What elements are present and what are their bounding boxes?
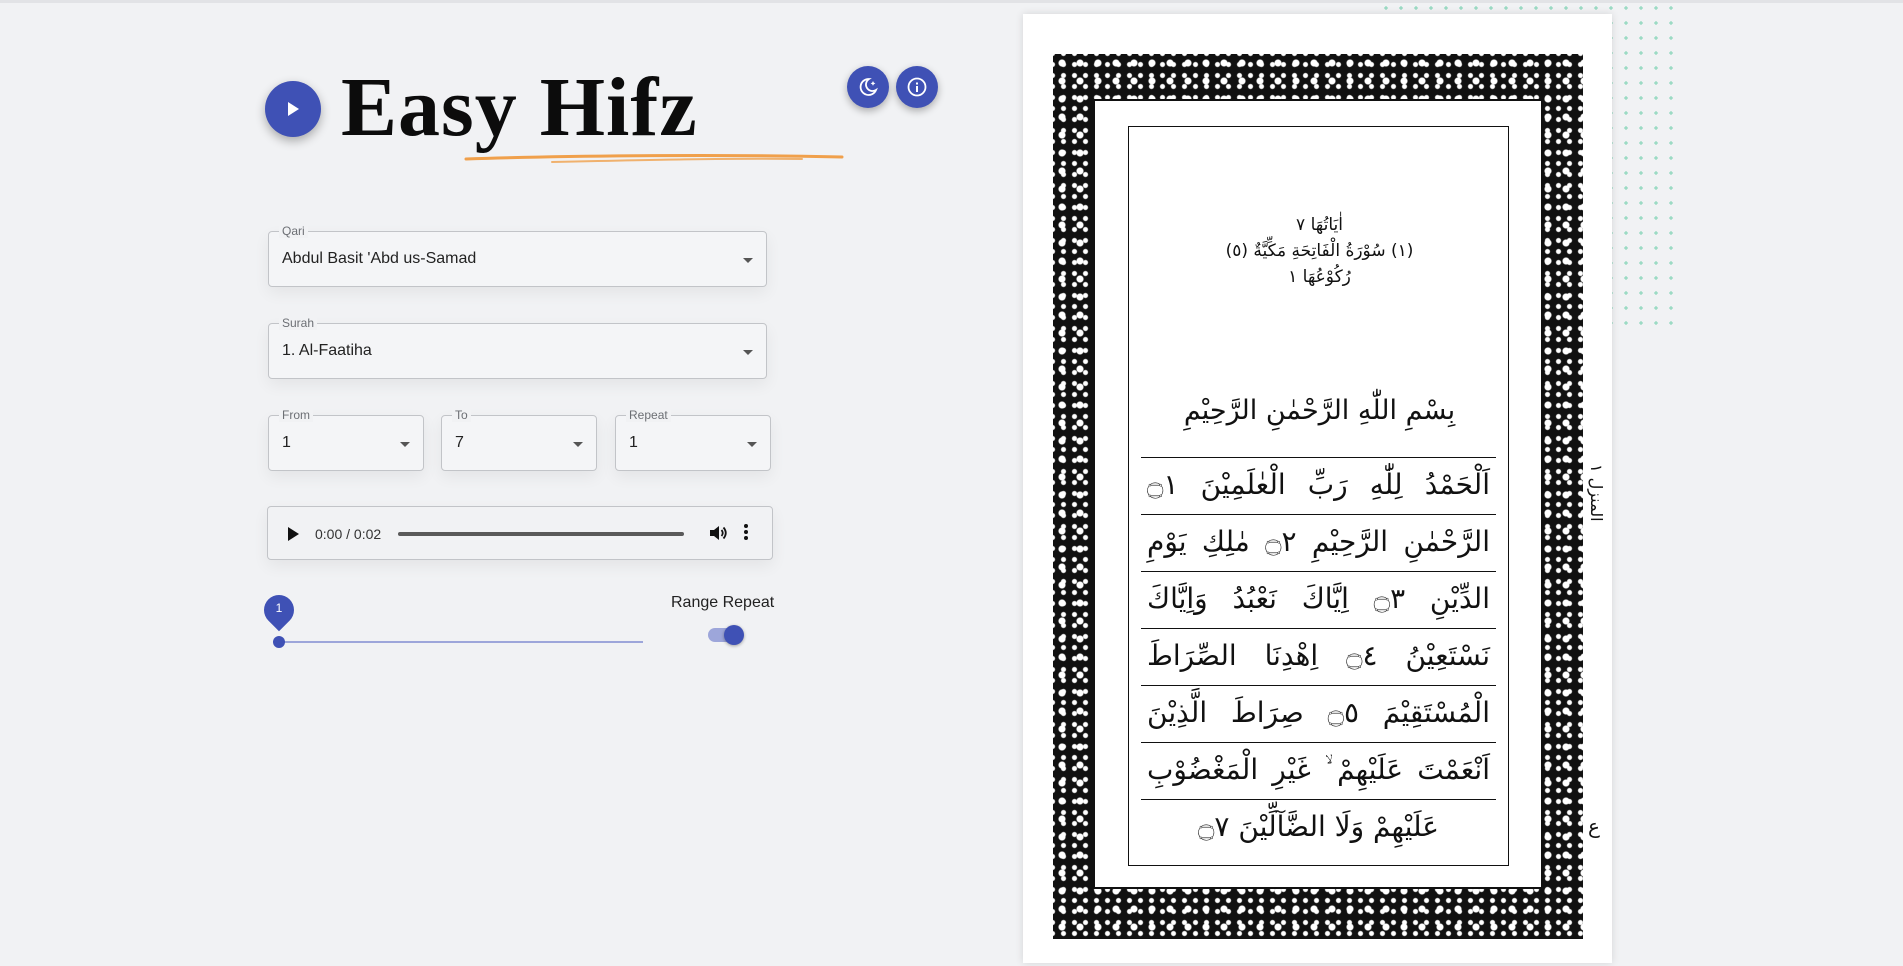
surah-header [1129, 212, 1510, 290]
verse-line: عَلَيْهِمْ وَلَا الضَّآلِّيْنَ ۝٧ [1141, 799, 1496, 856]
qari-select[interactable] [268, 224, 767, 287]
from-select[interactable] [268, 408, 424, 471]
chevron-down-icon [743, 258, 753, 263]
to-value: 7 [455, 434, 464, 451]
play-button[interactable] [265, 81, 321, 137]
ruku-count: رُكُوْعُهَا ١ [1288, 267, 1351, 287]
range-repeat-label: Range Repeat [671, 594, 775, 611]
verse-line: اَلْحَمْدُ لِلّٰهِ رَبِّ الْعٰلَمِيْنَ ۝١ [1141, 457, 1496, 514]
audio-time: 0:00 / 0:02 [315, 526, 382, 542]
surah-select-wrap [268, 316, 767, 379]
verse-line: نَسْتَعِيْنُ ۝٤ اِهْدِنَا الصِّرَاطَ [1141, 628, 1496, 685]
audio-progress-track[interactable] [398, 532, 684, 536]
top-border [0, 0, 1903, 3]
repeat-select-wrap [615, 408, 771, 471]
page-text-area [1128, 126, 1509, 866]
to-select[interactable] [441, 408, 597, 471]
from-value: 1 [282, 434, 291, 451]
verse-lines [1141, 457, 1496, 856]
from-select-wrap [268, 408, 424, 471]
verse-line: اَنْعَمْتَ عَلَيْهِمْ ۙ غَيْرِ الْمَغْضُوْبِ [1141, 742, 1496, 799]
verse-slider-thumb[interactable] [273, 636, 285, 648]
ruku-marker: ع [1588, 814, 1600, 838]
chevron-down-icon [400, 442, 410, 447]
verse-line: الدِّيْنِ ۝٣ اِيَّاكَ نَعْبُدُ وَاِيَّاكَ [1141, 571, 1496, 628]
qari-value: Abdul Basit 'Abd us-Samad [282, 250, 477, 267]
qari-select-wrap [268, 224, 767, 287]
to-label: To [452, 408, 471, 422]
verse-line: الرَّحْمٰنِ الرَّحِيْمِ ۝٢ مٰلِكِ يَوْمِ [1141, 514, 1496, 571]
app-title: Easy Hifz [341, 61, 698, 154]
quran-page [1023, 14, 1612, 963]
audio-player [267, 506, 773, 560]
repeat-select[interactable] [615, 408, 771, 471]
repeat-value: 1 [629, 434, 638, 451]
ayat-count: اٰيَاتُهَا ٧ [1296, 215, 1343, 235]
to-select-wrap [441, 408, 597, 471]
qari-label: Qari [279, 224, 308, 238]
info-icon [906, 76, 928, 98]
surah-value: 1. Al-Faatiha [282, 342, 372, 359]
manzil-marker: المنزل ١ [1587, 464, 1606, 522]
bismillah: بِسْمِ اللّٰهِ الرَّحْمٰنِ الرَّحِيْمِ [1183, 395, 1456, 426]
repeat-label: Repeat [626, 408, 671, 422]
volume-icon[interactable] [708, 523, 728, 543]
surah-label: Surah [279, 316, 317, 330]
info-button[interactable] [896, 66, 938, 108]
play-icon [286, 101, 300, 117]
from-label: From [279, 408, 313, 422]
chevron-down-icon [573, 442, 583, 447]
slider-value: 1 [275, 601, 283, 615]
title-underline [462, 152, 846, 168]
moon-icon [857, 76, 879, 98]
chevron-down-icon [743, 350, 753, 355]
chevron-down-icon [747, 442, 757, 447]
theme-toggle-button[interactable] [847, 66, 889, 108]
verse-slider-track[interactable] [279, 641, 643, 643]
verse-line: الْمُسْتَقِيْمَ ۝٥ صِرَاطَ الَّذِيْنَ [1141, 685, 1496, 742]
surah-name-line: (١) سُوْرَةُ الْفَاتِحَةِ مَكِّيَّةٌ (٥) [1225, 241, 1414, 261]
range-repeat-switch-thumb[interactable] [724, 625, 744, 645]
more-options-icon[interactable] [744, 524, 748, 542]
surah-select[interactable] [268, 316, 767, 379]
audio-play-icon[interactable] [288, 527, 299, 541]
